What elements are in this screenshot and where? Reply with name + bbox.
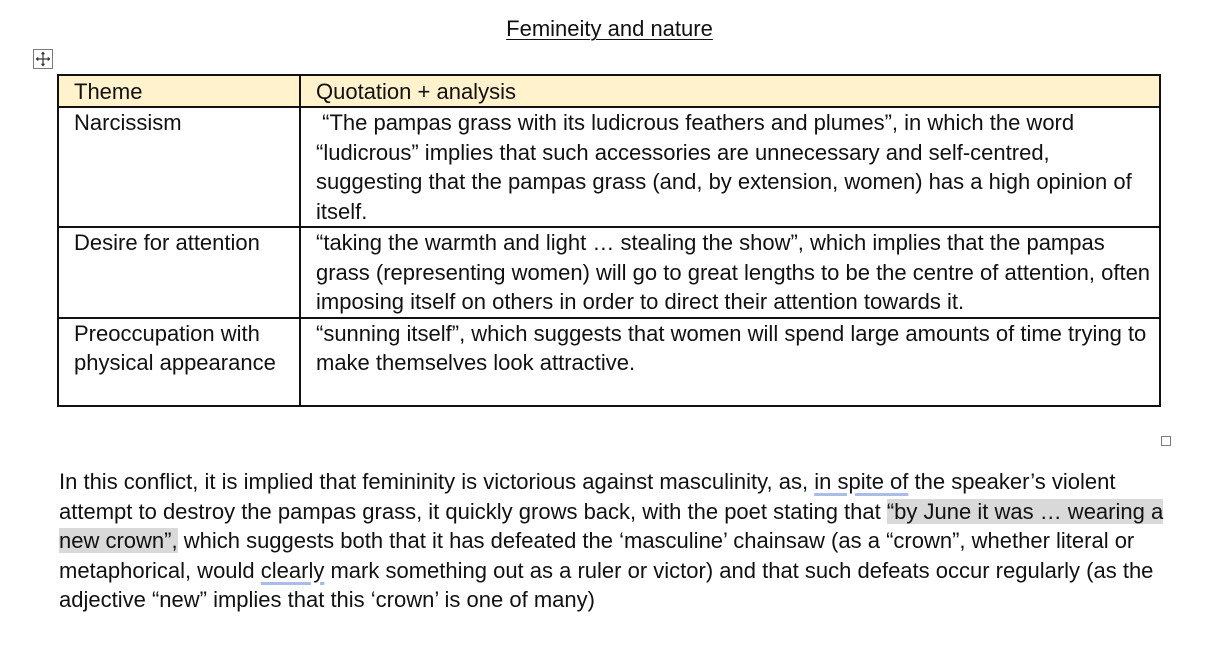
table-row	[58, 227, 1160, 318]
grammar-flag[interactable]: in spite of	[814, 469, 909, 494]
header-quotation-analysis[interactable]: Quotation + analysis	[300, 75, 1160, 107]
paragraph-text: the speaker’s violent attempt to destroy the pampas grass, it quickly grows back, with the poet stating that	[59, 469, 1116, 524]
themes-table	[57, 74, 1161, 407]
table-header-row	[58, 75, 1160, 107]
table-row	[58, 318, 1160, 406]
analysis-cell[interactable]: “The pampas grass with its ludicrous feathers and plumes”, in which the word “ludicrous” implies that such accessories are unnecessary and self-centred, suggesting that the pampas grass (and, by extension, women) has a high opinion of itself.	[300, 107, 1160, 227]
analysis-cell[interactable]: “sunning itself”, which suggests that women will spend large amounts of time trying to make themselves look attractive.	[300, 318, 1160, 406]
grammar-flag[interactable]: clearly	[260, 557, 325, 583]
paragraph-text: which suggests both that it has defeated the ‘masculine’ chainsaw (as a “crown”, whether literal or metaphorical, would	[59, 528, 1135, 583]
table-move-handle[interactable]	[33, 49, 53, 69]
document-title: Femineity and nature	[506, 16, 713, 41]
header-theme[interactable]: Theme	[58, 75, 300, 107]
paragraph-text: mark something out as a ruler or victor) and that such defeats occur regularly (as the adjective “new” implies that this ‘crown’ is one of many)	[59, 557, 1154, 613]
move-arrows-icon	[35, 51, 51, 67]
body-paragraph[interactable]	[59, 467, 1169, 615]
paragraph-text: In this conflict, it is implied that femininity is victorious against masculinity, as,	[59, 469, 815, 494]
table-row	[58, 107, 1160, 227]
theme-cell[interactable]: Narcissism	[58, 107, 300, 227]
theme-cell[interactable]: Desire for attention	[58, 227, 300, 318]
highlighted-quote: “by June it was … wearing a new crown”,	[59, 498, 1164, 554]
table-resize-handle[interactable]	[1161, 436, 1171, 446]
theme-cell[interactable]: Preoccupation with physical appearance	[58, 318, 300, 406]
analysis-cell[interactable]: “taking the warmth and light … stealing the show”, which implies that the pampas grass (representing women) will go to great lengths to be the centre of attention, often imposing itself on others in order to direct their attention towards it.	[300, 227, 1160, 318]
